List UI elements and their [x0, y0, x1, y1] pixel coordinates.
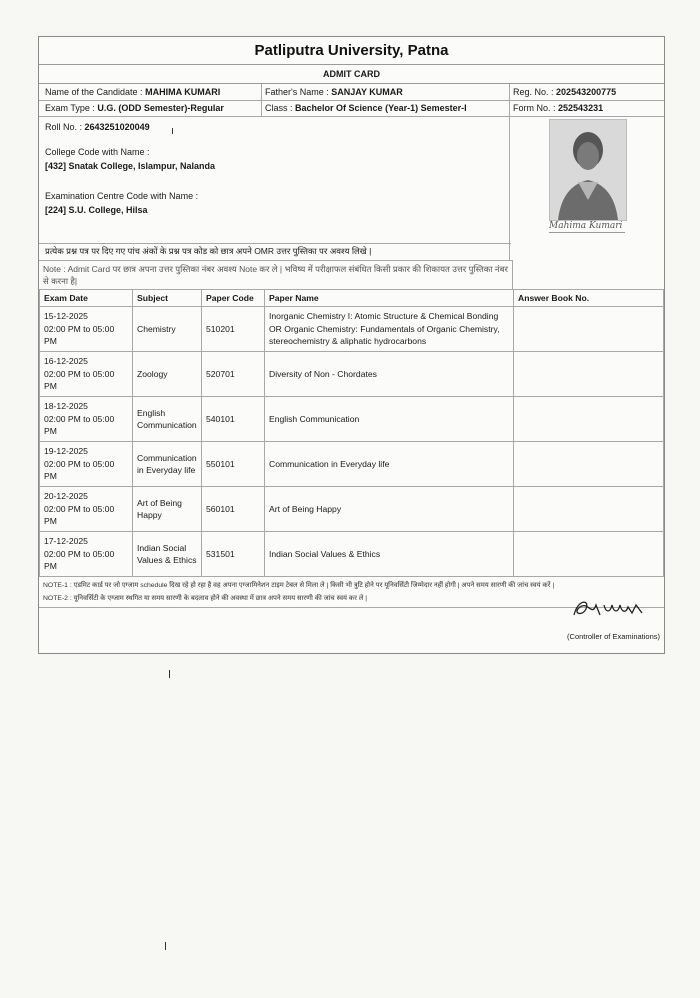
paper-code-cell: 510201	[202, 307, 265, 352]
candidate-info	[39, 84, 664, 260]
paper-code-cell: 520701	[202, 352, 265, 397]
paper-name-cell: Indian Social Values & Ethics	[265, 532, 514, 577]
paper-name-cell: Diversity of Non - Chordates	[265, 352, 514, 397]
exam-date-cell: 19-12-2025 02:00 PM to 05:00 PM	[40, 442, 133, 487]
exam-date-cell: 17-12-2025 02:00 PM to 05:00 PM	[40, 532, 133, 577]
table-row	[40, 532, 664, 577]
exam-type: U.G. (ODD Semester)-Regular	[97, 103, 224, 113]
university-title: Patliputra University, Patna	[39, 37, 664, 65]
father-name: SANJAY KUMAR	[331, 87, 403, 97]
paper-code-cell: 540101	[202, 397, 265, 442]
candidate-name-field: Name of the Candidate : MAHIMA KUMARI	[45, 87, 221, 97]
reg-no-field: Reg. No. : 202543200775	[513, 87, 617, 97]
father-name-field: Father's Name : SANJAY KUMAR	[265, 87, 403, 97]
subject-cell: Indian Social Values & Ethics	[133, 532, 202, 577]
admit-card-heading: ADMIT CARD	[39, 65, 664, 84]
note-1: NOTE-1 : एडमिट कार्ड पर जो एग्जाम schedule दिख रहे हो रहा है वह अपना एग्जामिनेशन टाइम टेबल से मिला ले | किसी भी त्रुटि होने पर यूनिवर्सिटी जिम्मेदार नहीं होगी | अपने समय सारणी की जांच स्वयं करें |	[43, 582, 555, 589]
subject-cell: Zoology	[133, 352, 202, 397]
exam-date-cell: 18-12-2025 02:00 PM to 05:00 PM	[40, 397, 133, 442]
table-row	[40, 307, 664, 352]
note-2: NOTE-2 : यूनिवर्सिटी के एग्जाम स्थगित या समय सारणी के बदलाव होने की अवस्था में छात्र अपने समय सारणी की जांच स्वयं कर ले |	[43, 595, 368, 602]
roll-no: 2643251020049	[84, 122, 150, 132]
paper-name-cell: Inorganic Chemistry I: Atomic Structure & Chemical Bonding OR Organic Chemistry: Fundamentals of Organic Chemistry, stereochemistry & aliphatic hydrocarbons	[265, 307, 514, 352]
subject-cell: Art of Being Happy	[133, 487, 202, 532]
person-photo-icon	[550, 120, 626, 220]
college-name: [432] Snatak College, Islampur, Nalanda	[45, 161, 216, 171]
class-field: Class : Bachelor Of Science (Year-1) Semester-I	[265, 103, 467, 113]
answer-book-cell[interactable]	[514, 307, 664, 352]
subject-cell: English Communication	[133, 397, 202, 442]
candidate-signature: Mahima Kumari	[549, 221, 623, 231]
answer-book-note: Note : Admit Card पर छात्र अपना उत्तर पुस्तिका नंबर अवश्य Note कर ले | भविष्य में परीक्षाफल संबंधित किसी प्रकार की शिकायत उत्तर पुस्तिका नंबर से करना है|	[39, 260, 513, 289]
omr-instruction: प्रत्येक प्रश्न पत्र पर दिए गए पांच अंकों के प्रश्न पत्र कोड को छात्र अपने OMR उत्तर पुस्तिका पर अवश्य लिखे |	[45, 246, 372, 256]
table-row	[40, 442, 664, 487]
answer-book-cell[interactable]	[514, 532, 664, 577]
answer-book-cell[interactable]	[514, 442, 664, 487]
col-paper-name: Paper Name	[265, 290, 514, 307]
answer-book-cell[interactable]	[514, 487, 664, 532]
paper-name-cell: Art of Being Happy	[265, 487, 514, 532]
exam-date-cell: 20-12-2025 02:00 PM to 05:00 PM	[40, 487, 133, 532]
candidate-photo	[549, 119, 627, 221]
form-no: 252543231	[558, 103, 604, 113]
paper-code-cell: 531501	[202, 532, 265, 577]
col-exam-date: Exam Date	[40, 290, 133, 307]
exam-schedule-table	[39, 289, 664, 577]
exam-date-cell: 16-12-2025 02:00 PM to 05:00 PM	[40, 352, 133, 397]
paper-name-cell: English Communication	[265, 397, 514, 442]
table-row	[40, 487, 664, 532]
class-name: Bachelor Of Science (Year-1) Semester-I	[295, 103, 467, 113]
answer-book-cell[interactable]	[514, 352, 664, 397]
answer-book-cell[interactable]	[514, 397, 664, 442]
paper-code-cell: 550101	[202, 442, 265, 487]
centre-label: Examination Centre Code with Name :	[45, 191, 199, 201]
reg-no: 202543200775	[556, 87, 617, 97]
roll-no-field: Roll No. : 2643251020049	[45, 122, 150, 132]
centre-name: [224] S.U. College, Hilsa	[45, 205, 148, 215]
form-no-field: Form No. : 252543231	[513, 103, 604, 113]
table-header-row	[40, 290, 664, 307]
table-row	[40, 397, 664, 442]
exam-type-field: Exam Type : U.G. (ODD Semester)-Regular	[45, 103, 224, 113]
admit-card	[38, 36, 665, 654]
col-answer-book: Answer Book No.	[514, 290, 664, 307]
controller-signature-icon	[570, 595, 650, 626]
candidate-name: MAHIMA KUMARI	[145, 87, 221, 97]
paper-name-cell: Communication in Everyday life	[265, 442, 514, 487]
paper-code-cell: 560101	[202, 487, 265, 532]
exam-date-cell: 15-12-2025 02:00 PM to 05:00 PM	[40, 307, 133, 352]
col-subject: Subject	[133, 290, 202, 307]
college-label: College Code with Name :	[45, 147, 150, 157]
controller-label: (Controller of Examinations)	[567, 632, 660, 641]
table-row	[40, 352, 664, 397]
subject-cell: Communication in Everyday life	[133, 442, 202, 487]
subject-cell: Chemistry	[133, 307, 202, 352]
col-paper-code: Paper Code	[202, 290, 265, 307]
